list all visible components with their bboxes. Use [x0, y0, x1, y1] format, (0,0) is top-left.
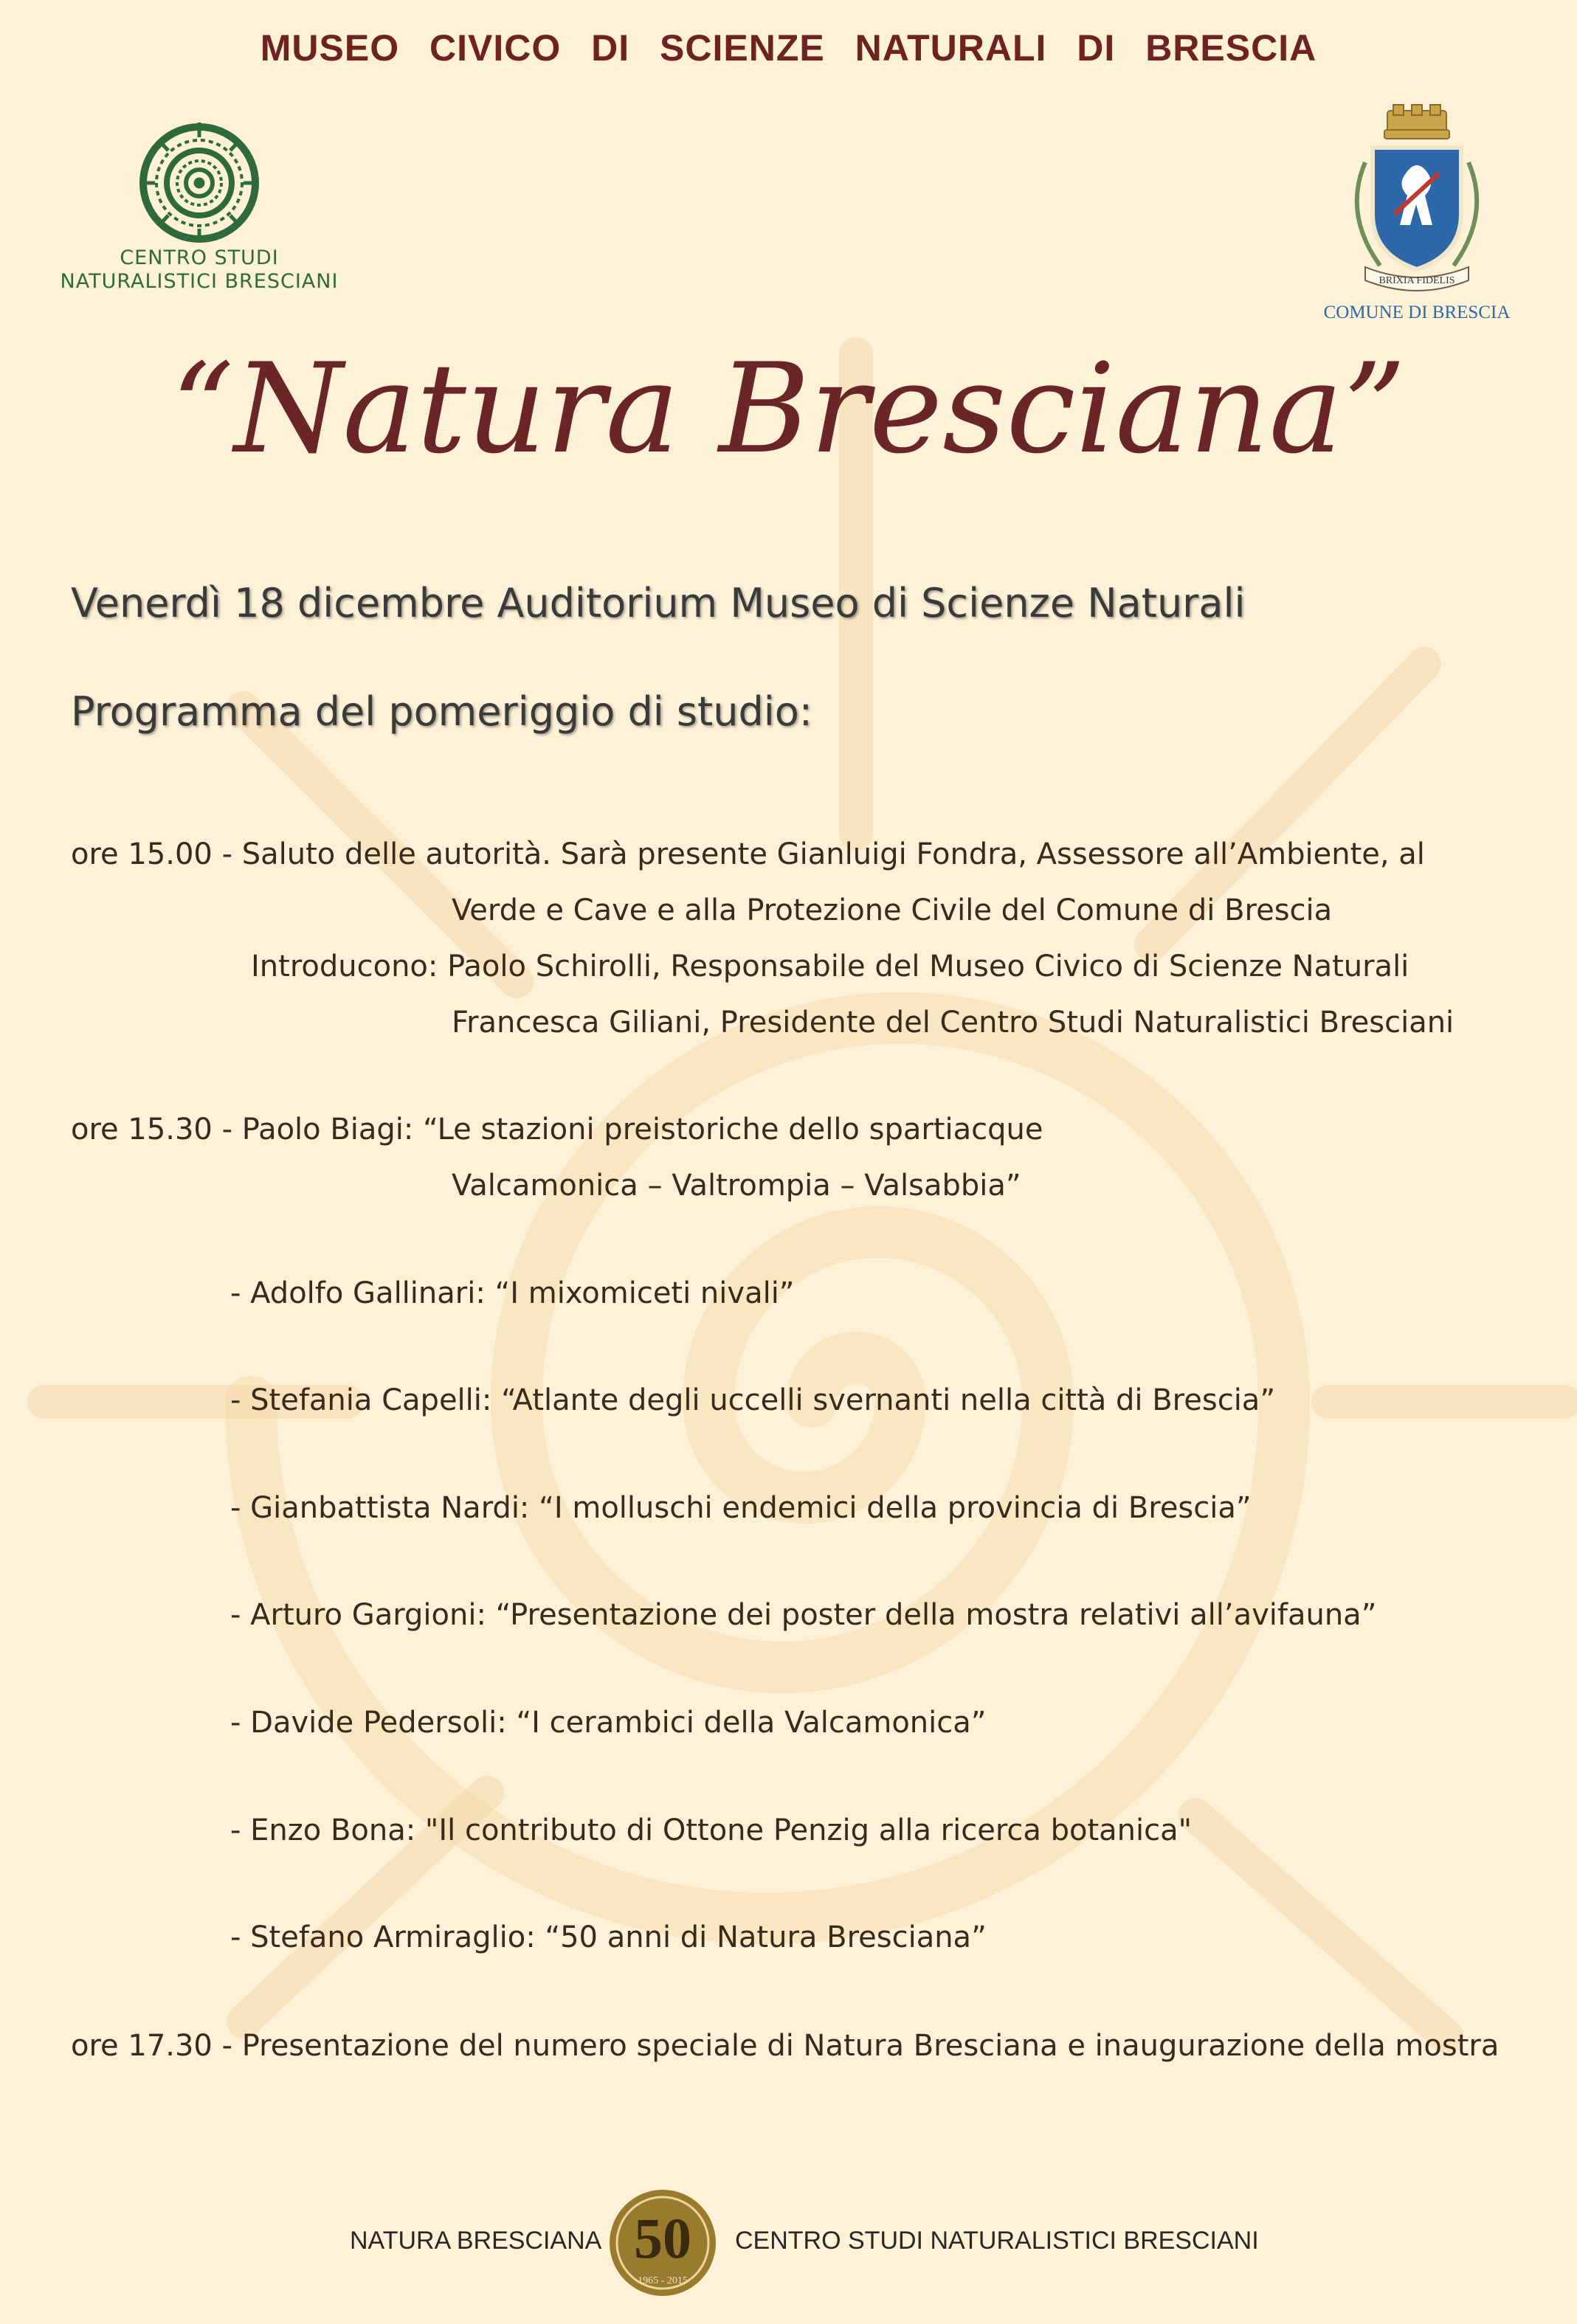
program-line: - Stefano Armiraglio: “50 anni di Natura Bresciana” [230, 1920, 987, 1954]
footer-natura-bresciana: NATURA BRESCIANA [350, 2227, 602, 2255]
centro-studi-caption-line1: CENTRO STUDI [120, 246, 279, 269]
program-line: ore 17.30 - Presentazione del numero speciale di Natura Bresciana e inaugurazione della mostra [71, 2029, 1500, 2063]
comune-motto: BRIXIA FIDELIS [1378, 275, 1455, 286]
footer-centro-studi: CENTRO STUDI NATURALISTICI BRESCIANI [735, 2227, 1259, 2255]
program-line: Introducono: Paolo Schirolli, Responsabile del Museo Civico di Scienze Naturali [251, 950, 1409, 983]
centro-studi-caption-line2: NATURALISTICI BRESCIANI [60, 270, 339, 293]
program-line: - Adolfo Gallinari: “I mixomiceti nivali” [230, 1276, 795, 1310]
program-line: Francesca Giliani, Presidente del Centro Studi Naturalistici Bresciani [452, 1006, 1455, 1040]
comune-brescia-caption: COMUNE DI BRESCIA [1323, 302, 1511, 322]
program-line: - Stefania Capelli: “Atlante degli uccelli svernanti nella città di Brescia” [230, 1383, 1276, 1417]
comune-brescia-logo [1299, 103, 1535, 323]
program-line: - Gianbattista Nardi: “I molluschi endemici della provincia di Brescia” [230, 1491, 1252, 1525]
event-title: “Natura Bresciana” [170, 336, 1407, 481]
program-line: - Davide Pedersoli: “I cerambici della Valcamonica” [230, 1706, 987, 1740]
centro-studi-logo [52, 118, 347, 294]
program-line: Valcamonica – Valtrompia – Valsabbia” [452, 1169, 1021, 1203]
program-line: - Arturo Gargioni: “Presentazione dei poster della mostra relativi all’avifauna” [230, 1598, 1377, 1632]
museum-title: MUSEO CIVICO DI SCIENZE NATURALI DI BRESCIA [260, 27, 1317, 69]
program-line: ore 15.00 - Saluto delle autorità. Sarà presente Gianluigi Fondra, Assessore all’Ambiente, al [71, 837, 1425, 871]
anniversary-badge-icon [604, 2184, 722, 2302]
footer [0, 2184, 1577, 2294]
coat-of-arms-icon [1336, 103, 1498, 295]
program-line: - Enzo Bona: "Il contributo di Ottone Penzig alla ricerca botanica" [230, 1813, 1193, 1847]
badge-number: 50 [634, 2206, 691, 2270]
badge-years: 1965 - 2015 [638, 2275, 688, 2286]
program-line: ore 15.30 - Paolo Biagi: “Le stazioni preistoriche dello spartiacque [71, 1113, 1043, 1147]
program-line: Verde e Cave e alla Protezione Civile del Comune di Brescia [452, 893, 1333, 927]
ammonite-logo-icon [129, 118, 269, 243]
event-date-venue: Venerdì 18 dicembre Auditorium Museo di Scienze Naturali [71, 580, 1246, 626]
program-heading: Programma del pomeriggio di studio: [71, 688, 812, 735]
